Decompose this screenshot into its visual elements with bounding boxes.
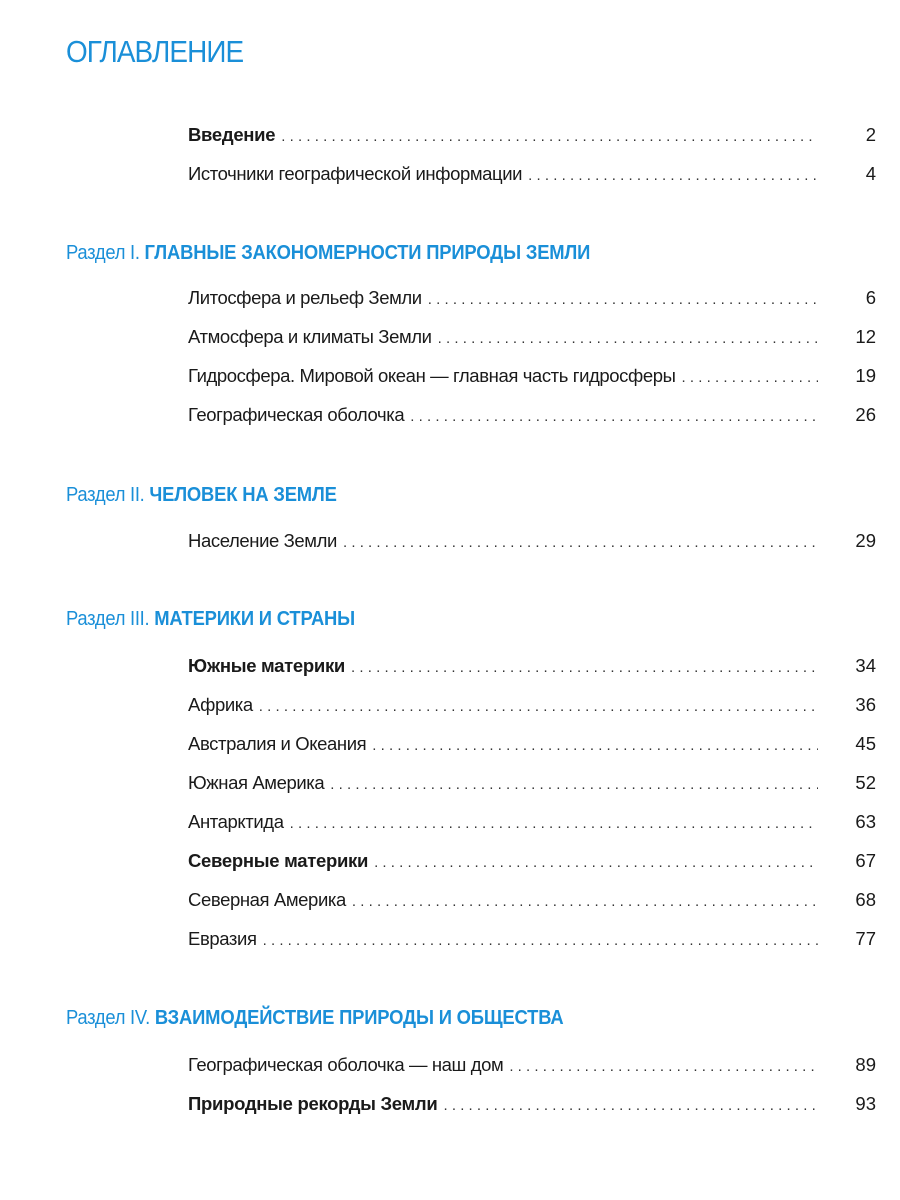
- toc-entry-page: 6: [865, 287, 876, 308]
- toc-entry-page: 36: [855, 694, 876, 715]
- leader-dots: [352, 893, 818, 910]
- toc-entry-label: Евразия: [188, 928, 257, 949]
- toc-entry[interactable]: [188, 694, 876, 720]
- toc-entry[interactable]: [188, 811, 876, 837]
- leader-dots: [343, 534, 818, 551]
- leader-dots: [290, 815, 818, 832]
- toc-entry-label: Африка: [188, 694, 253, 715]
- toc-entry-label: Гидросфера. Мировой океан — главная часть гидросферы: [188, 365, 676, 386]
- toc-entry-label: Природные рекорды Земли: [188, 1093, 438, 1114]
- toc-entry-label: Источники географической информации: [188, 163, 523, 184]
- toc-entry-label: Северные материки: [188, 850, 369, 871]
- leader-dots: [330, 776, 818, 793]
- section-prefix: Раздел IV.: [66, 1007, 150, 1029]
- leader-dots: [374, 854, 818, 871]
- section-prefix: Раздел I.: [66, 242, 140, 264]
- toc-entry-page: 77: [855, 928, 876, 949]
- toc-entry[interactable]: [188, 404, 876, 430]
- section-name: ВЗАИМОДЕЙСТВИЕ ПРИРОДЫ И ОБЩЕСТВА: [154, 1007, 564, 1029]
- toc-entry-label: Южная Америка: [188, 772, 325, 793]
- toc-entry-label: Введение: [188, 124, 276, 145]
- leader-dots: [428, 291, 818, 308]
- toc-entry-page: 2: [865, 124, 876, 145]
- toc-entry-label: Географическая оболочка: [188, 404, 405, 425]
- leader-dots: [528, 167, 818, 184]
- leader-dots: [372, 737, 818, 754]
- leader-dots: [351, 659, 818, 676]
- toc-entry-label: Географическая оболочка — наш дом: [188, 1054, 504, 1075]
- toc-entry-label: Литосфера и рельеф Земли: [188, 287, 422, 308]
- toc-entry-page: 12: [855, 326, 876, 347]
- leader-dots: [682, 369, 818, 386]
- toc-entry[interactable]: [188, 655, 876, 681]
- toc-entry-page: 68: [855, 889, 876, 910]
- toc-entry[interactable]: [188, 928, 876, 954]
- toc-entry[interactable]: [188, 1054, 876, 1080]
- leader-dots: [509, 1058, 818, 1075]
- toc-entry-label: Население Земли: [188, 530, 337, 551]
- toc-entry[interactable]: [188, 326, 876, 352]
- toc-entry[interactable]: [188, 772, 876, 798]
- section-heading: [66, 608, 355, 631]
- toc-entry-page: 93: [855, 1093, 876, 1114]
- toc-entry-page: 34: [855, 655, 876, 676]
- section-prefix: Раздел III.: [66, 608, 150, 630]
- toc-entry-label: Атмосфера и климаты Земли: [188, 326, 432, 347]
- toc-entry[interactable]: [188, 850, 876, 876]
- toc-entry-label: Антарктида: [188, 811, 284, 832]
- leader-dots: [259, 698, 818, 715]
- toc-entry-page: 89: [855, 1054, 876, 1075]
- section-heading: [66, 1007, 563, 1030]
- section-name: ГЛАВНЫЕ ЗАКОНОМЕРНОСТИ ПРИРОДЫ ЗЕМЛИ: [144, 242, 591, 264]
- toc-entry-page: 19: [855, 365, 876, 386]
- leader-dots: [263, 932, 818, 949]
- toc-entry[interactable]: [188, 365, 876, 391]
- toc-entry[interactable]: [188, 889, 876, 915]
- section-name: МАТЕРИКИ И СТРАНЫ: [154, 608, 355, 630]
- toc-entry[interactable]: [188, 124, 876, 150]
- toc-entry-page: 45: [855, 733, 876, 754]
- section-name: ЧЕЛОВЕК НА ЗЕМЛЕ: [149, 484, 337, 506]
- section-heading: [66, 242, 590, 265]
- toc-entry[interactable]: [188, 287, 876, 313]
- toc-entry[interactable]: [188, 733, 876, 759]
- toc-entry[interactable]: [188, 163, 876, 189]
- leader-dots: [438, 330, 818, 347]
- leader-dots: [281, 128, 818, 145]
- toc-entry-label: Южные материки: [188, 655, 346, 676]
- toc-entry-page: 4: [865, 163, 876, 184]
- toc-entry-label: Австралия и Океания: [188, 733, 367, 754]
- page-title: ОГЛАВЛЕНИЕ: [66, 34, 244, 69]
- leader-dots: [443, 1097, 818, 1114]
- toc-entry-page: 26: [855, 404, 876, 425]
- toc-entry-page: 63: [855, 811, 876, 832]
- section-heading: [66, 484, 337, 507]
- toc-entry-label: Северная Америка: [188, 889, 346, 910]
- leader-dots: [410, 408, 818, 425]
- toc-entry-page: 29: [855, 530, 876, 551]
- toc-entry-page: 67: [855, 850, 876, 871]
- toc-entry[interactable]: [188, 1093, 876, 1119]
- toc-entry-page: 52: [855, 772, 876, 793]
- section-prefix: Раздел II.: [66, 484, 145, 506]
- toc-entry[interactable]: [188, 530, 876, 556]
